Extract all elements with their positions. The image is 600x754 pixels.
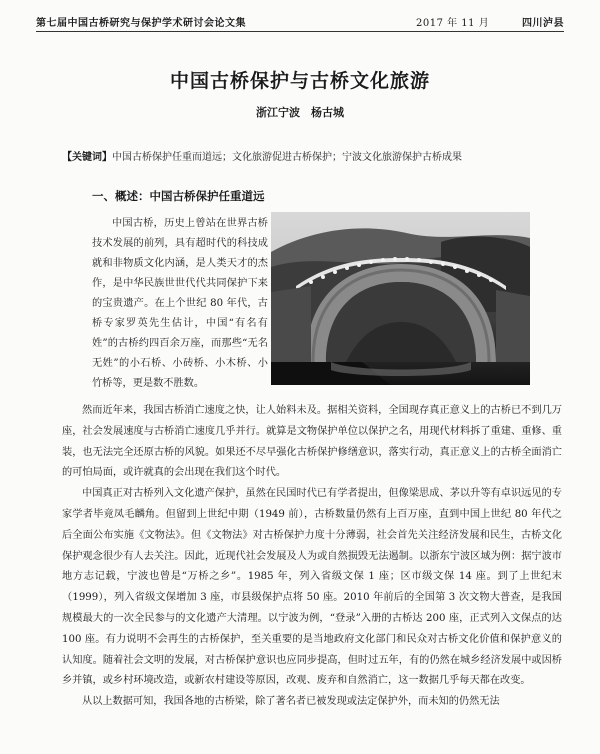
intro-paragraph-column: [92, 214, 268, 394]
body-paragraph-2: 中国真正对古桥列入文化遗产保护，虽然在民国时代已有学者提出，但像梁思成、茅以升等有卓识远见的专家学者毕竟凤毛麟角。但留到上世纪中期（1949 前），古桥数量仍然有上百万座，直到中国上世纪 80 年代之后全面公布实施《文物法》。但《文物法》对古桥保护力度十分薄弱，社会首先关注经济发展和民生，古桥文化保护观念很少有人去关注。因此，近现代社会发展及人为或自然损毁无法遏制。以浙东宁波区域为例：据宁波市地方志记载，宁波也曾是“万桥之乡”。1985 年，列入省级文保 1 座；区市级文保 14 座。到了上世纪末（1999），列入省级文保增加 3 座，市县级保护点将 50 座。2010 年前后的全国第 3 次文物大普查，是我国规模最大的一次全民参与的文化遗产大清理。以宁波为例，“登录”入册的古桥达 200 座，正式列入文保点的达 100 座。有力说明不会再生的古桥保护，至关重要的是当地政府文化部门和民众对古桥文化价值和保护意义的认知度。随着社会文明的发展，对古桥保护意识也应同步提高，但时过五年，有的仍然在城乡经济发展中或因桥乡并镇，或乡村环境改造，或新农村建设等原因，改观、废弃和自然消亡，这一数据几乎每天都在改变。: [62, 488, 562, 687]
body-paragraph-1: 然而近年来，我国古桥消亡速度之快，让人始料未及。据相关资料，全国现存真正意义上的古桥已不到几万座，社会发展速度与古桥消亡速度几乎并行。就算是文物保护单位以保护之名，用现代材料拆了重建、重修、重装，也无法完全还原古桥的风貌。如果还不尽早强化古桥保护修缮意识，落实行动，真正意义上的古桥全面消亡的可怕局面，或许就真的会出现在我们这个时代。: [62, 405, 562, 479]
paper-title: 中国古桥保护与古桥文化旅游: [169, 70, 430, 92]
running-header: [36, 14, 564, 30]
stone-arch-bridge-photo: [271, 212, 530, 385]
intro-paragraph: 中国古桥，历史上曾站在世界古桥技术发展的前列，具有超时代的科技成就和非物质文化内涵，是人类天才的杰作，是中华民族世世代代共同保护下来的宝贵遗产。在上个世纪 80 年代，古桥专家罗英先生估计，中国“有名有姓”的古桥约四百余万座，而那些“无名无姓”的小石桥、小砖桥、小木桥、小竹桥等，更是数不胜数。: [92, 218, 268, 389]
keywords-text: 中国古桥保护任重而道远；文化旅游促进古桥保护；宁波文化旅游保护古桥成果: [112, 152, 462, 163]
proceedings-title: 第七届中国古桥研究与保护学术研讨会论文集: [36, 18, 246, 29]
body-paragraph-3: 从以上数据可知，我国各地的古桥梁，除了著名者已被发现或法定保护外，而未知的仍然无法: [82, 696, 500, 708]
keywords-label: 【关键词】: [62, 152, 112, 163]
body-text: [62, 401, 562, 713]
section-heading: 一、概述：中国古桥保护任重道远: [92, 189, 265, 203]
header-rule: [36, 31, 564, 32]
bridge-photo-illustration: [271, 212, 530, 385]
paper-authors: 浙江宁波 杨古城: [256, 106, 344, 119]
keywords-line: [62, 148, 560, 163]
header-date: 2017 年 11 月: [416, 18, 490, 29]
header-location: 四川泸县: [522, 18, 564, 29]
